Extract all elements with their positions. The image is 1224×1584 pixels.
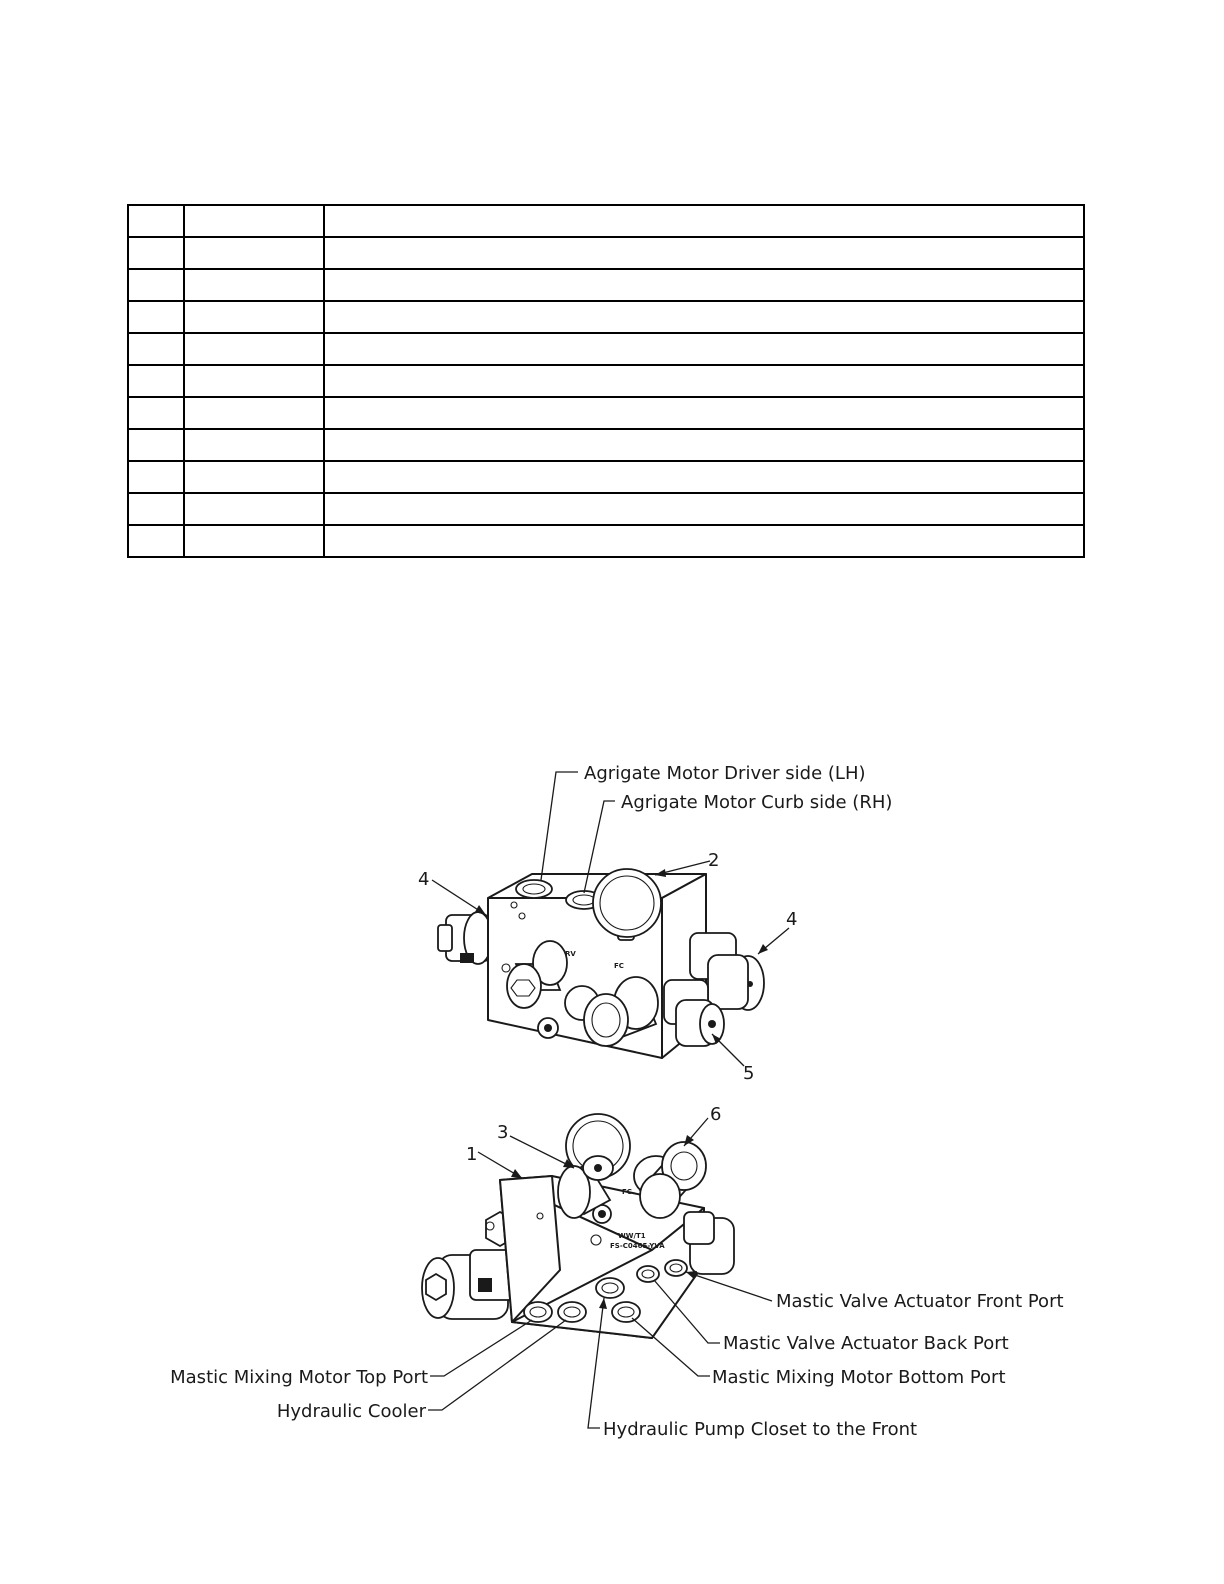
table-cell [324, 493, 1084, 525]
table-cell [128, 301, 184, 333]
table-row [128, 301, 1084, 333]
mixing-top-port [524, 1302, 552, 1322]
callout-1: 1 [466, 1144, 478, 1165]
callout-2: 2 [708, 850, 720, 871]
cooler-port [558, 1302, 586, 1322]
left-solenoid [438, 912, 492, 964]
table-cell [324, 333, 1084, 365]
top-view-assembly [438, 869, 764, 1058]
table-cell [184, 493, 324, 525]
callout-6: 6 [710, 1104, 722, 1125]
table-cell [184, 429, 324, 461]
table-cell [324, 397, 1084, 429]
agg-rh-label: Agrigate Motor Curb side (RH) [621, 792, 893, 813]
bottom-right-solenoid [684, 1212, 734, 1274]
table-cell [324, 365, 1084, 397]
table-row [128, 429, 1084, 461]
callout-5: 5 [743, 1063, 755, 1084]
table-cell [184, 397, 324, 429]
mixing-bottom-label: Mastic Mixing Motor Bottom Port [712, 1367, 1006, 1388]
table-cell [184, 237, 324, 269]
table-cell [128, 269, 184, 301]
table-row [128, 493, 1084, 525]
pump-port [596, 1278, 624, 1298]
table-cell [324, 429, 1084, 461]
table-row [128, 269, 1084, 301]
table-cell [184, 301, 324, 333]
parts-table [127, 204, 1085, 558]
manifold-diagram [0, 740, 1224, 1460]
pump-label: Hydraulic Pump Closet to the Front [603, 1419, 918, 1440]
mixing-bottom-port [612, 1302, 640, 1322]
cooler-label: Hydraulic Cooler [276, 1401, 426, 1422]
table-row [128, 525, 1084, 557]
table-cell [324, 269, 1084, 301]
table-row [128, 333, 1084, 365]
table-cell [128, 205, 184, 237]
mixing-top-label: Mastic Mixing Motor Top Port [170, 1367, 428, 1388]
table-cell [128, 237, 184, 269]
table-cell [324, 301, 1084, 333]
table-cell [128, 493, 184, 525]
table-cell [184, 205, 324, 237]
bottom-left-solenoid [422, 1250, 514, 1319]
table-cell [128, 525, 184, 557]
callout-3: 3 [497, 1122, 509, 1143]
callout-4-right: 4 [786, 909, 798, 930]
bottom-stamp-fc: FC [622, 1188, 632, 1196]
table-cell [128, 365, 184, 397]
table-row [128, 397, 1084, 429]
top-stamp-rv: RV [565, 950, 576, 958]
table-cell [184, 525, 324, 557]
callout-4-left: 4 [418, 869, 430, 890]
table-row [128, 365, 1084, 397]
parts-table-body [128, 205, 1084, 557]
bottom-stamp-part-2: FS-C0465-YVA [610, 1242, 665, 1250]
table-cell [184, 269, 324, 301]
table-cell [324, 237, 1084, 269]
table-cell [184, 333, 324, 365]
mastic-back-label: Mastic Valve Actuator Back Port [723, 1333, 1009, 1354]
top-stamp-fc: FC [614, 962, 624, 970]
mastic-back-port [637, 1266, 659, 1282]
table-row [128, 461, 1084, 493]
table-cell [324, 205, 1084, 237]
table-row [128, 205, 1084, 237]
table-row [128, 237, 1084, 269]
agg-lh-label: Agrigate Motor Driver side (LH) [584, 763, 866, 784]
table-cell [128, 397, 184, 429]
bottom-stamp-part-1: WW/T1 [618, 1232, 646, 1240]
table-cell [184, 461, 324, 493]
table-cell [324, 461, 1084, 493]
agg-lh-port [516, 880, 552, 898]
mastic-front-label: Mastic Valve Actuator Front Port [776, 1291, 1064, 1312]
mastic-front-port [665, 1260, 687, 1276]
table-cell [128, 461, 184, 493]
table-cell [128, 333, 184, 365]
table-cell [184, 365, 324, 397]
table-cell [324, 525, 1084, 557]
table-cell [128, 429, 184, 461]
